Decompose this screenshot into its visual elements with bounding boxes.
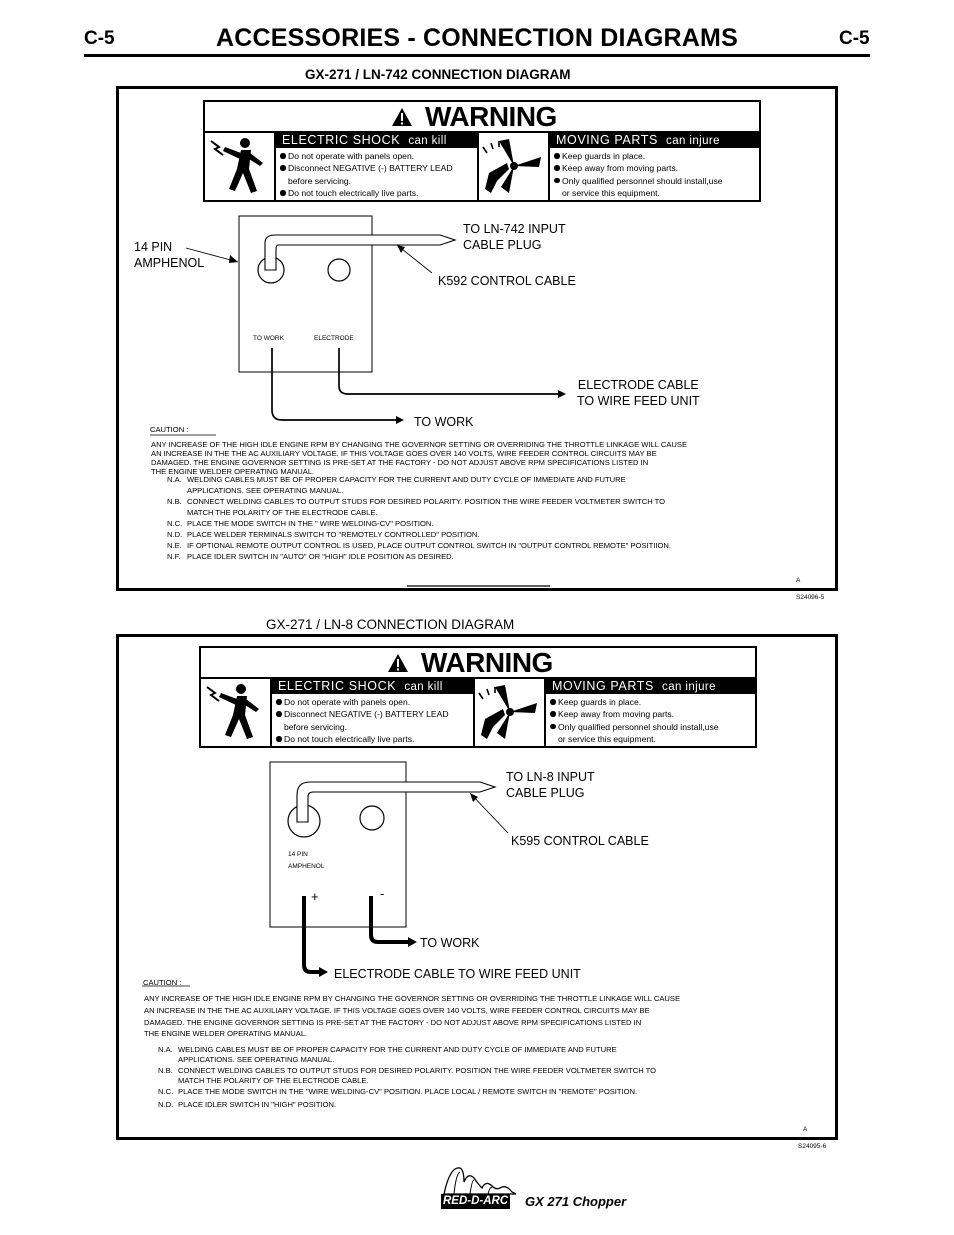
receptacle-2b bbox=[360, 806, 384, 830]
page-code-left: C-5 bbox=[84, 28, 115, 49]
diagram1-title: GX-271 / LN-742 CONNECTION DIAGRAM bbox=[305, 67, 571, 82]
drawing-number-2: S24095-6 bbox=[798, 1143, 827, 1150]
electric-item: before servicing. bbox=[288, 175, 352, 186]
caution-text-1: ANY INCREASE OF THE HIGH IDLE ENGINE RPM BY CHANGING THE GOVERNOR SETTING OR OVERRIDING THE THROTTLE LINKAGE WILL CAUSE AN INCREASE IN THE THE AC AUXILIARY VOLTAGE. IF THIS VOLTAGE GOES OVER 140 VOLTS, WIRE FEEDER CONTROL CIRCUITS MAY BE DAMAGED. THE ENGINE GOVERNOR SETTING IS PRE-SET AT THE FACTORY - DO NOT ADJUST ABOVE RPM SPECIFICATIONS LISTED IN THE ENGINE WELDER OPERATING MANUAL. bbox=[151, 440, 688, 476]
electric-shock-bar: ELECTRIC SHOCK can kill bbox=[272, 679, 473, 694]
stud-label-to-work: TO WORK bbox=[253, 335, 284, 342]
label-electrode-cable-2: ELECTRODE CABLE TO WIRE FEED UNIT bbox=[334, 967, 581, 981]
page-title: ACCESSORIES - CONNECTION DIAGRAMS bbox=[216, 24, 738, 52]
label-ln8-input: TO LN-8 INPUT CABLE PLUG bbox=[506, 770, 595, 800]
moving-parts-bar: MOVING PARTS can injure bbox=[550, 133, 759, 148]
electric-item: Disconnect NEGATIVE (-) BATTERY LEAD bbox=[280, 162, 477, 174]
drawing-number-1: S24096-5 bbox=[796, 594, 825, 601]
moving-item: Only qualified personnel should install,use bbox=[550, 721, 755, 733]
label-ln742-input: TO LN-742 INPUT CABLE PLUG bbox=[463, 222, 566, 252]
label-to-work-2: TO WORK bbox=[420, 936, 480, 950]
stud-minus: - bbox=[380, 886, 385, 901]
moving-item: Keep away from moving parts. bbox=[550, 708, 755, 720]
stud-label-electrode: ELECTRODE bbox=[314, 335, 354, 342]
label-14-pin-amphenol: 14 PIN AMPHENOL bbox=[134, 240, 205, 270]
note-item: N.D. PLACE IDLER SWITCH IN "HIGH" POSITION. bbox=[158, 1100, 337, 1109]
k595-control-cable bbox=[297, 782, 495, 822]
label-k592-control-cable: K592 CONTROL CABLE bbox=[438, 274, 576, 288]
caution-label-2: CAUTION : bbox=[143, 978, 182, 987]
electric-item: Disconnect NEGATIVE (-) BATTERY LEAD bbox=[276, 708, 473, 720]
brand-logo: RED-D-ARC bbox=[443, 1195, 509, 1207]
moving-parts-bar: MOVING PARTS can injure bbox=[546, 679, 755, 694]
rev-mark-2: A bbox=[803, 1126, 808, 1133]
moving-item: Keep away from moving parts. bbox=[554, 162, 759, 174]
diagram2-title: GX-271 / LN-8 CONNECTION DIAGRAM bbox=[266, 617, 515, 632]
electric-item: Do not operate with panels open. bbox=[276, 696, 473, 708]
note-item: N.B. CONNECT WELDING CABLES TO OUTPUT STUDS FOR DESIRED POLARITY. POSITION THE WIRE FEEDER VOLTMETER SWITCH TO MATCH THE POLARITY OF THE ELECTRODE CABLE. bbox=[167, 497, 666, 517]
electric-item: before servicing. bbox=[284, 721, 348, 732]
moving-item: or service this equipment. bbox=[558, 734, 656, 745]
label-14-pin-amphenol-2: 14 PIN AMPHENOL bbox=[288, 851, 325, 870]
page-code-right: C-5 bbox=[839, 28, 870, 49]
note-item: N.F. PLACE IDLER SWITCH IN "AUTO" OR "HIGH" IDLE POSITION AS DESIRED. bbox=[167, 552, 454, 561]
notes-list-2 bbox=[158, 1045, 798, 1110]
note-item: N.B. CONNECT WELDING CABLES TO OUTPUT STUDS FOR DESIRED POLARITY. POSITION THE WIRE FEEDER VOLTMETER SWITCH TO MATCH THE POLARITY OF THE ELECTRODE CABLE. bbox=[158, 1066, 657, 1085]
moving-item: Keep guards in place. bbox=[550, 696, 755, 708]
stud-plus: + bbox=[311, 889, 319, 904]
product-name: GX 271 Chopper bbox=[525, 1194, 627, 1209]
electrode-cable-2 bbox=[304, 896, 321, 972]
label-to-work: TO WORK bbox=[414, 415, 474, 429]
electric-shock-bar: ELECTRIC SHOCK can kill bbox=[276, 133, 477, 148]
work-cable-2 bbox=[371, 896, 410, 942]
electric-item: Do not touch electrically live parts. bbox=[276, 733, 473, 745]
note-item: N.D. PLACE WELDER TERMINALS SWITCH TO "REMOTELY CONTROLLED" POSITION. bbox=[167, 530, 480, 539]
moving-item: or service this equipment. bbox=[562, 188, 660, 199]
note-item: N.E. IF OPTIONAL REMOTE OUTPUT CONTROL IS USED, PLACE OUTPUT CONTROL SWITCH IN "OUTPUT CONTROL REMOTE" POSITIION. bbox=[167, 541, 671, 550]
label-electrode-cable: ELECTRODE CABLE TO WIRE FEED UNIT bbox=[577, 378, 700, 408]
warning-title: WARNING bbox=[421, 646, 553, 678]
rev-mark-1: A bbox=[796, 577, 801, 584]
electric-item: Do not operate with panels open. bbox=[280, 150, 477, 162]
caution-text-2: ANY INCREASE OF THE HIGH IDLE ENGINE RPM BY CHANGING THE GOVERNOR SETTING OR OVERRIDING THE THROTTLE LINKAGE WILL CAUSE AN INCREASE IN THE THE AC AUXILIARY VOLTAGE. IF THIS VOLTAGE GOES OVER 140 VOLTS, WIRE FEEDER CONTROL CIRCUITS MAY BE DAMAGED. THE ENGINE GOVERNOR SETTING IS PRE-SET AT THE FACTORY - DO NOT ADJUST ABOVE RPM SPECIFICATIONS LISTED IN THE ENGINE WELDER OPERATING MANUAL. bbox=[144, 994, 681, 1039]
note-item: N.A. WELDING CABLES MUST BE OF PROPER CAPACITY FOR THE CURRENT AND DUTY CYCLE OF IMMEDIATE AND FUTURE APPLICATIONS. SEE OPERATING MANUAL. bbox=[158, 1045, 617, 1064]
electric-item: Do not touch electrically live parts. bbox=[280, 187, 477, 199]
moving-item: Keep guards in place. bbox=[554, 150, 759, 162]
caution-label-1: CAUTION : bbox=[150, 425, 189, 434]
moving-item: Only qualified personnel should install,use bbox=[554, 175, 759, 187]
note-item: N.A. WELDING CABLES MUST BE OF PROPER CAPACITY FOR THE CURRENT AND DUTY CYCLE OF IMMEDIATE AND FUTURE APPLICATIONS. SEE OPERATING MANUAL. bbox=[167, 475, 626, 495]
label-k595-control-cable: K595 CONTROL CABLE bbox=[511, 834, 649, 848]
note-item: N.C. PLACE THE MODE SWITCH IN THE "WIRE WELDING-CV" POSITION. PLACE LOCAL / REMOTE SWITCH IN "REMOTE" POSITION. bbox=[158, 1087, 638, 1096]
warning-title: WARNING bbox=[425, 100, 557, 132]
note-item: N.C. PLACE THE MODE SWITCH IN THE " WIRE WELDING-CV" POSITION. bbox=[167, 519, 434, 528]
